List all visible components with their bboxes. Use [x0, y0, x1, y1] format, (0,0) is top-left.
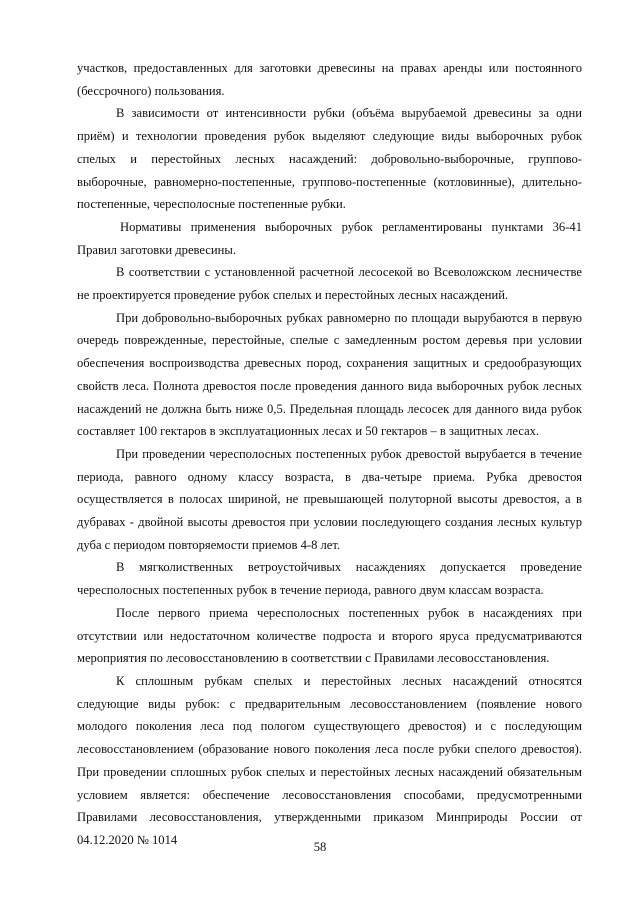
body-text: [77, 57, 582, 852]
paragraph-softwood-stands: В мягколиственных ветроустойчивых насаждениях допускается проведение чересполосных постепенных рубок в течение периода, равного двум классам возраста.: [77, 560, 582, 598]
paragraph-voluntary-selective: При добровольно-выборочных рубках равномерно по площади вырубаются в первую очередь поврежденные, перестойные, спелые с замедленным ростом деревья при условии обеспечения воспроизводства древесных пород, сохранения защитных и средообразующих свойств леса. Полнота древостоя после проведения данного вида выборочных рубок лесных насаждений не должна быть ниже 0,5. Предельная площадь лесосек для данного вида рубок составляет 100 гектаров в эксплуатационных лесах и 50 гектаров – в защитных лесах.: [77, 310, 582, 439]
paragraph-continuation: участков, предоставленных для заготовки древесины на правах аренды или постоянного (бессрочного) пользования.: [77, 61, 582, 98]
paragraph-norms: Нормативы применения выборочных рубок регламентированы пунктами 36-41 Правил заготовки древесины.: [77, 219, 582, 257]
page-number: 58: [313, 840, 327, 854]
paragraph-reforestation-measures: После первого приема чересполосных постепенных рубок в насаждениях при отсутствии или недостаточном количестве подроста и второго яруса предусматриваются мероприятия по лесовосстановлению в соответствии с Правилами лесовосстановления.: [77, 605, 582, 666]
paragraph-clear-cuttings: К сплошным рубкам спелых и перестойных лесных насаждений относятся следующие виды рубок: с предварительным лесовосстановлением (появление нового молодого поколения леса под пологом существующего древостоя) и с последующим лесовосстановлением (образование нового поколения леса после рубки спелого древостоя). При проведении сплошных рубок спелых и перестойных лесных насаждений обязательным условием является: обеспечение лесовосстановления способами, предусмотренными Правилами лесовосстановления, утвержденными приказом Минприроды России от 04.12.2020 № 1014: [77, 673, 582, 847]
paragraph-cutting-types: В зависимости от интенсивности рубки (объёма вырубаемой древесины за одни приём) и технологии проведения рубок выделяют следующие виды выборочных рубок спелых и перестойных лесных насаждений: добровольно-выборочные, группово-выборочные, равномерно-постепенные, группово-постепенные (котловинные), длительно-постепенные, чересполосные постепенные рубки.: [77, 106, 582, 212]
paragraph-vsevolozhsk: В соответствии с установленной расчетной лесосекой во Всеволожском лесничестве не проектируется проведение рубок спелых и перестойных лесных насаждений.: [77, 265, 582, 303]
paragraph-strip-cuttings: При проведении чересполосных постепенных рубок древостой вырубается в течение периода, равного одному классу возраста, в два-четыре приема. Рубка древостоя осуществляется в полосах шириной, не превышающей полуторной высоты древостоя, а в дубравах - двойной высоты древостоя при условии последующего создания лесных культур дуба с периодом повторяемости приемов 4-8 лет.: [77, 446, 582, 552]
